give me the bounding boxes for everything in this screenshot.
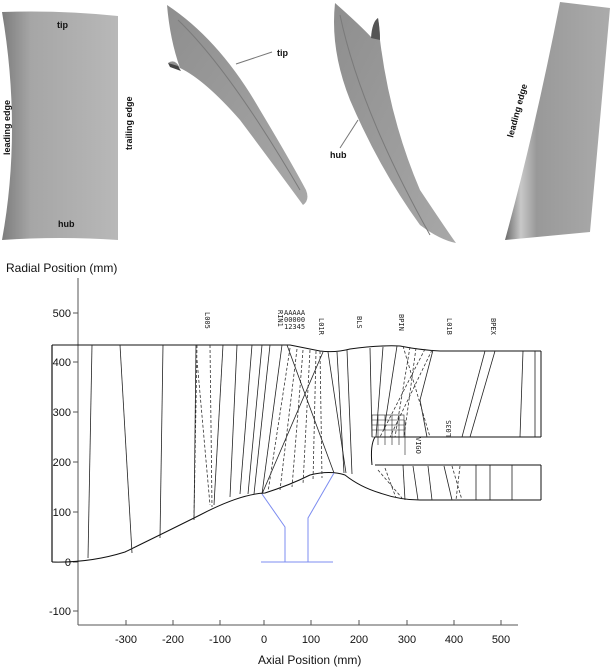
station-l01b: L01B bbox=[445, 318, 453, 335]
station-l005: L005 bbox=[203, 312, 211, 329]
station-rin1: RIN1 bbox=[276, 310, 284, 327]
station-bpex: BPEX bbox=[489, 318, 497, 335]
svg-text:300: 300 bbox=[397, 634, 417, 646]
station-l03s: L03S bbox=[445, 420, 453, 437]
station-bpin: BPIN bbox=[397, 314, 405, 331]
blade-view-4 bbox=[505, 2, 610, 240]
label-hub: hub bbox=[330, 150, 347, 160]
svg-text:100: 100 bbox=[301, 634, 321, 646]
station-a-row2: 00000 bbox=[284, 316, 306, 324]
blade-view-2 bbox=[167, 5, 307, 205]
svg-text:300: 300 bbox=[52, 407, 71, 419]
quasi-orthogonals bbox=[88, 345, 535, 558]
station-a-row3: 12345 bbox=[284, 323, 306, 331]
label-tip: tip bbox=[277, 48, 288, 58]
dashed-lines bbox=[194, 345, 462, 520]
blade-view-1 bbox=[2, 12, 134, 241]
blade-surface bbox=[2, 12, 118, 241]
station-l01r: L01R bbox=[317, 318, 325, 335]
blade-view-3 bbox=[330, 3, 456, 243]
station-vigo: VIGO bbox=[414, 437, 422, 454]
meridional-plot bbox=[0, 250, 610, 667]
y-axis bbox=[73, 278, 78, 625]
svg-text:200: 200 bbox=[52, 457, 71, 469]
flow-path bbox=[52, 345, 541, 562]
station-a-row1: AAAAA bbox=[284, 309, 306, 317]
svg-text:500: 500 bbox=[52, 308, 71, 320]
blade-views bbox=[0, 0, 610, 250]
svg-text:200: 200 bbox=[349, 634, 369, 646]
label-leading-edge: leading edge bbox=[505, 82, 530, 139]
svg-text:400: 400 bbox=[52, 357, 71, 369]
svg-text:-200: -200 bbox=[161, 634, 185, 646]
svg-text:400: 400 bbox=[444, 634, 464, 646]
svg-text:-100: -100 bbox=[208, 634, 232, 646]
blade-surface bbox=[505, 2, 610, 240]
label-hub: hub bbox=[58, 219, 75, 229]
svg-text:-100: -100 bbox=[48, 606, 71, 618]
svg-text:500: 500 bbox=[491, 634, 511, 646]
blade-surface bbox=[167, 5, 307, 205]
station-bls: BLS bbox=[355, 316, 363, 329]
label-tip: tip bbox=[57, 20, 68, 30]
rotor-support bbox=[261, 473, 334, 562]
svg-text:0: 0 bbox=[260, 634, 268, 646]
x-axis-title: Axial Position (mm) bbox=[258, 653, 362, 667]
svg-text:-300: -300 bbox=[114, 634, 138, 646]
blade-surface bbox=[334, 3, 456, 243]
svg-text:0: 0 bbox=[64, 557, 71, 569]
x-axis bbox=[78, 620, 518, 625]
label-leading-edge: leading edge bbox=[2, 99, 12, 155]
y-axis-title: Radial Position (mm) bbox=[6, 261, 118, 275]
x-tick-labels bbox=[115, 634, 510, 646]
svg-text:100: 100 bbox=[52, 507, 71, 519]
label-trailing-edge: trailing edge bbox=[124, 96, 134, 150]
